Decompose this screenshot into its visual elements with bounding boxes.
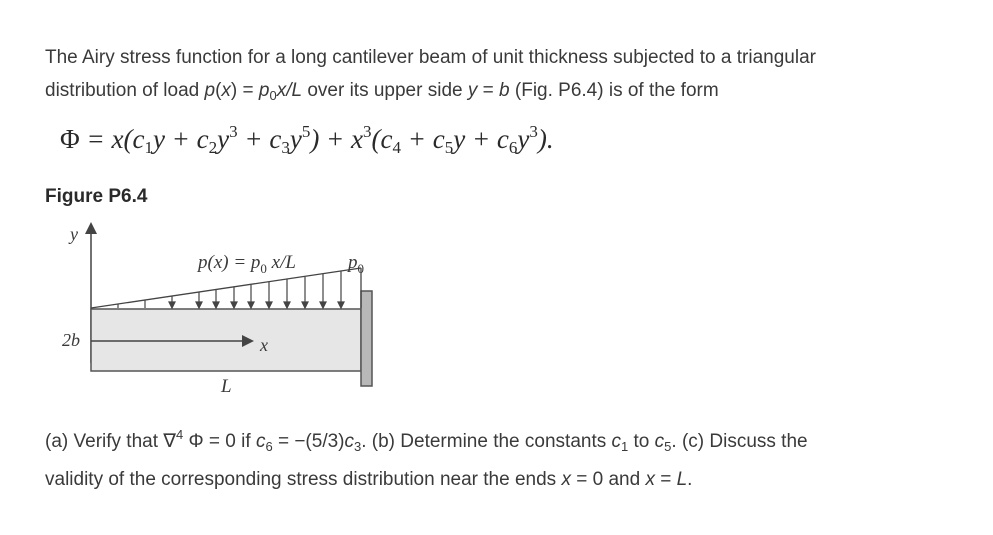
eq-subscript: 4 — [392, 138, 401, 157]
eq-subscript: 1 — [144, 138, 153, 157]
eq-term: y — [289, 124, 302, 154]
load-function-label: $p(x) = p_0$ x/L — [198, 252, 296, 276]
question-text: = 0 and — [570, 469, 646, 490]
airy-stress-equation — [60, 124, 554, 155]
var-b: b — [499, 80, 510, 101]
var-x: x — [561, 469, 571, 490]
eq-exponent: 5 — [301, 122, 311, 141]
eq-exponent: 3 — [229, 122, 238, 141]
intro-text: = — [477, 80, 500, 101]
intro-text: ) = — [230, 80, 259, 101]
eq-subscript: 6 — [508, 138, 518, 157]
eq-exponent: 3 — [529, 122, 538, 141]
question-paragraph — [45, 418, 965, 496]
eq-term: = x(c — [79, 124, 145, 154]
intro-text: ( — [215, 80, 222, 101]
subscript: 5 — [664, 439, 672, 454]
eq-term: + c — [401, 124, 445, 154]
question-text: (a) Verify that ∇ — [45, 431, 176, 452]
cantilever-beam-figure — [50, 218, 390, 398]
eq-term: + c — [237, 124, 282, 154]
question-text: = −(5/3) — [272, 431, 345, 452]
question-text: validity of the corresponding stress distribution near the ends — [45, 469, 562, 490]
beam-body — [91, 309, 361, 371]
question-text: to — [628, 431, 655, 452]
eq-term: (c — [371, 124, 393, 154]
p0-label: $p_0$ — [348, 252, 364, 276]
figure-heading: Figure P6.4 — [45, 186, 148, 207]
beam-length-label: L — [221, 376, 232, 397]
intro-text: distribution of load — [45, 80, 205, 101]
subscript: 6 — [265, 439, 273, 454]
eq-term: ) + x — [310, 124, 364, 154]
beam-height-label: 2b — [62, 330, 80, 350]
var-p0: p — [258, 80, 270, 101]
var-c1: c — [611, 431, 622, 452]
eq-subscript: 3 — [281, 138, 290, 157]
var-x-over-l: x/L — [276, 80, 303, 101]
var-y: y — [467, 80, 478, 101]
var-l: L — [676, 469, 688, 490]
var-c3: c — [344, 431, 354, 452]
var-c5: c — [654, 431, 665, 452]
subscript: 0 — [269, 88, 277, 103]
wall-support — [361, 291, 372, 386]
question-text: . (b) Determine the constants — [361, 431, 612, 452]
x-axis-label: x — [260, 335, 268, 355]
load-arrows — [118, 271, 344, 308]
var-c6: c — [255, 431, 266, 452]
intro-line-1: The Airy stress function for a long cantilever beam of unit thickness subjected to a triangular — [45, 47, 816, 68]
question-text: . (c) Discuss the — [671, 431, 808, 452]
eq-subscript: 2 — [208, 138, 218, 157]
var-x: x — [221, 80, 231, 101]
question-text: Φ = 0 if — [183, 431, 256, 452]
eq-term: ). — [537, 124, 554, 154]
eq-term: y — [217, 124, 230, 154]
question-text: . — [687, 469, 693, 490]
subscript: 1 — [621, 439, 629, 454]
subscript: 3 — [354, 439, 362, 454]
phi-symbol: Φ — [60, 124, 80, 154]
y-axis-label: y — [70, 224, 78, 244]
intro-text: over its upper side — [302, 80, 468, 101]
intro-text: (Fig. P6.4) is of the form — [509, 80, 719, 101]
eq-term: y + c — [453, 124, 509, 154]
eq-term: y + c — [152, 124, 209, 154]
eq-term: y — [517, 124, 530, 154]
eq-subscript: 5 — [444, 138, 454, 157]
var-p: p — [204, 80, 216, 101]
superscript: 4 — [175, 427, 184, 442]
eq-exponent: 3 — [363, 122, 372, 141]
var-x: x — [645, 469, 655, 490]
intro-paragraph — [45, 41, 965, 112]
question-text: = — [654, 469, 677, 490]
